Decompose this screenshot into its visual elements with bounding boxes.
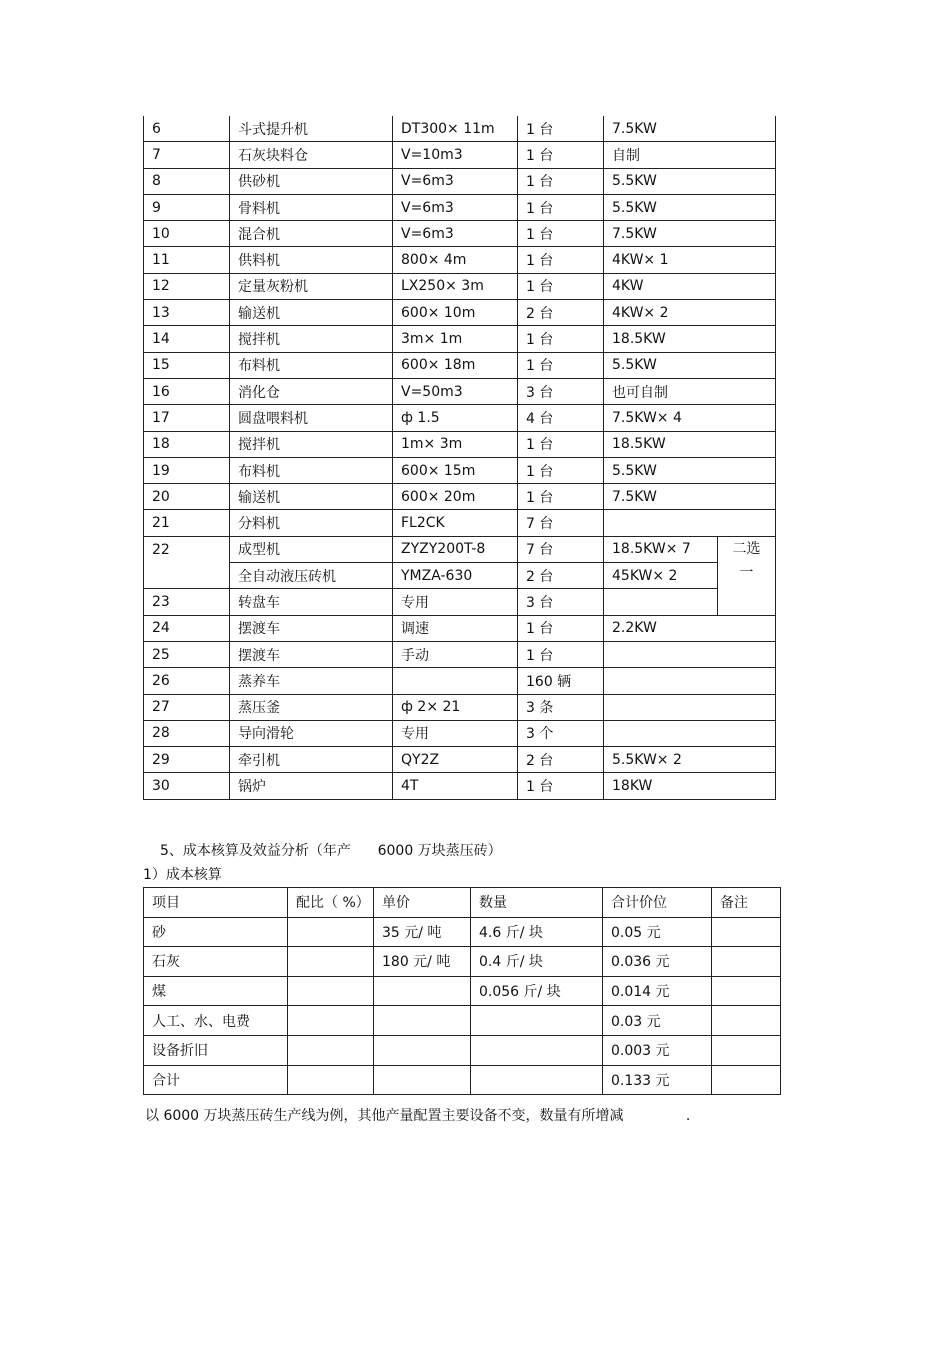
- item-power-cell: 18.5KW: [604, 326, 776, 352]
- item-name-cell: 供砂机: [230, 168, 393, 194]
- item-quantity-cell: 7 台: [518, 536, 604, 562]
- item-power-cell: 自制: [604, 142, 776, 168]
- section-heading: 5、成本核算及效益分析（年产 6000 万块蒸压砖）: [160, 843, 502, 859]
- item-name-cell: 定量灰粉机: [230, 273, 393, 299]
- item-quantity-cell: 4 台: [518, 405, 604, 431]
- item-number-cell: 27: [144, 694, 230, 720]
- equipment-row: [144, 615, 776, 641]
- cost-cell: 0.003 元: [603, 1035, 712, 1065]
- item-quantity-cell: 1 台: [518, 221, 604, 247]
- item-quantity-cell: 1 台: [518, 247, 604, 273]
- equipment-row: [144, 194, 776, 220]
- equipment-row: [144, 352, 776, 378]
- item-number-cell: 12: [144, 273, 230, 299]
- cost-cell: [374, 1035, 471, 1065]
- item-number-cell: 19: [144, 457, 230, 483]
- item-name-cell: 骨料机: [230, 194, 393, 220]
- cost-cell: [712, 1035, 781, 1065]
- item-number-cell: 18: [144, 431, 230, 457]
- item-name-cell: 蒸压釜: [230, 694, 393, 720]
- cost-cell: [471, 1035, 603, 1065]
- item-spec-cell: 600× 20m: [393, 484, 518, 510]
- item-quantity-cell: 1 台: [518, 326, 604, 352]
- cost-row: [144, 1065, 781, 1095]
- cost-cell: 180 元/ 吨: [374, 947, 471, 977]
- cost-cell: 煤: [144, 976, 288, 1006]
- footnote: 以 6000 万块蒸压砖生产线为例，其他产量配置主要设备不变，数量有所增减 .: [145, 1108, 691, 1124]
- item-power-cell: 2.2KW: [604, 615, 776, 641]
- item-spec-cell: ф 1.5: [393, 405, 518, 431]
- cost-cell: 4.6 斤/ 块: [471, 917, 603, 947]
- cost-cell: 35 元/ 吨: [374, 917, 471, 947]
- item-power-cell: 7.5KW: [604, 221, 776, 247]
- item-spec-cell: 1m× 3m: [393, 431, 518, 457]
- item-power-cell: [604, 641, 776, 667]
- item-number-cell: 30: [144, 773, 230, 799]
- item-spec-cell: 600× 10m: [393, 300, 518, 326]
- item-number-cell: 24: [144, 615, 230, 641]
- item-name-cell: 圆盘喂料机: [230, 405, 393, 431]
- item-number-cell: 11: [144, 247, 230, 273]
- item-power-cell: 5.5KW: [604, 457, 776, 483]
- item-spec-cell: V=10m3: [393, 142, 518, 168]
- equipment-row: [144, 668, 776, 694]
- item-name-cell: 蒸养车: [230, 668, 393, 694]
- item-spec-cell: 专用: [393, 589, 518, 615]
- item-quantity-cell: 1 台: [518, 352, 604, 378]
- item-power-cell: [604, 720, 776, 746]
- item-power-cell: [604, 589, 718, 615]
- equipment-row: [144, 747, 776, 773]
- item-power-cell: [604, 668, 776, 694]
- item-power-cell: 5.5KW: [604, 352, 776, 378]
- item-quantity-cell: 1 台: [518, 773, 604, 799]
- cost-cell: [374, 1006, 471, 1036]
- equipment-row: [144, 773, 776, 799]
- cost-header-cell: 项目: [144, 888, 288, 918]
- cost-header-cell: 合计价位: [603, 888, 712, 918]
- equipment-row: [144, 563, 776, 589]
- item-number-cell: 28: [144, 720, 230, 746]
- equipment-row: [144, 694, 776, 720]
- cost-cell: [288, 1006, 374, 1036]
- item-quantity-cell: 1 台: [518, 142, 604, 168]
- item-number-cell: 23: [144, 589, 230, 615]
- item-number-cell: 22: [144, 536, 230, 562]
- equipment-row: [144, 273, 776, 299]
- item-spec-cell: 手动: [393, 641, 518, 667]
- item-name-cell: 布料机: [230, 457, 393, 483]
- cost-header-row: [144, 888, 781, 918]
- item-name-cell: 成型机: [230, 536, 393, 562]
- item-number-cell: 13: [144, 300, 230, 326]
- item-name-cell: 输送机: [230, 300, 393, 326]
- equipment-row: [144, 720, 776, 746]
- cost-cell: 设备折旧: [144, 1035, 288, 1065]
- item-number-cell: 8: [144, 168, 230, 194]
- equipment-row: [144, 116, 776, 142]
- cost-row: [144, 917, 781, 947]
- item-power-cell: 4KW× 2: [604, 300, 776, 326]
- item-power-cell: 7.5KW× 4: [604, 405, 776, 431]
- item-spec-cell: 4T: [393, 773, 518, 799]
- equipment-row: [144, 405, 776, 431]
- item-quantity-cell: 1 台: [518, 168, 604, 194]
- item-spec-cell: 600× 18m: [393, 352, 518, 378]
- item-name-cell: 分料机: [230, 510, 393, 536]
- cost-cell: 0.036 元: [603, 947, 712, 977]
- cost-header-cell: 单价: [374, 888, 471, 918]
- item-quantity-cell: 7 台: [518, 510, 604, 536]
- item-name-cell: 搅拌机: [230, 326, 393, 352]
- cost-cell: 0.4 斤/ 块: [471, 947, 603, 977]
- cost-table: [143, 887, 781, 1095]
- item-name-cell: 斗式提升机: [230, 116, 393, 142]
- item-quantity-cell: 2 台: [518, 563, 604, 589]
- cost-cell: [712, 1006, 781, 1036]
- cost-cell: [712, 1065, 781, 1095]
- item-power-cell: 4KW: [604, 273, 776, 299]
- item-quantity-cell: 1 台: [518, 641, 604, 667]
- item-name-cell: 摆渡车: [230, 641, 393, 667]
- equipment-row: [144, 457, 776, 483]
- item-spec-cell: YMZA-630: [393, 563, 518, 589]
- item-spec-cell: 800× 4m: [393, 247, 518, 273]
- equipment-row: [144, 641, 776, 667]
- equipment-row: [144, 536, 776, 562]
- item-spec-cell: DT300× 11m: [393, 116, 518, 142]
- cost-cell: 人工、水、电费: [144, 1006, 288, 1036]
- cost-cell: 0.03 元: [603, 1006, 712, 1036]
- item-quantity-cell: 3 条: [518, 694, 604, 720]
- cost-cell: 0.133 元: [603, 1065, 712, 1095]
- item-quantity-cell: 2 台: [518, 300, 604, 326]
- cost-cell: [471, 1006, 603, 1036]
- item-quantity-cell: 1 台: [518, 273, 604, 299]
- equipment-row: [144, 168, 776, 194]
- cost-cell: [288, 917, 374, 947]
- item-quantity-cell: 1 台: [518, 116, 604, 142]
- item-quantity-cell: 1 台: [518, 484, 604, 510]
- cost-header-cell: 备注: [712, 888, 781, 918]
- item-name-cell: 消化仓: [230, 378, 393, 404]
- item-spec-cell: V=6m3: [393, 168, 518, 194]
- item-name-cell: 导向滑轮: [230, 720, 393, 746]
- item-quantity-cell: 3 台: [518, 378, 604, 404]
- item-name-cell: 转盘车: [230, 589, 393, 615]
- item-quantity-cell: 1 台: [518, 431, 604, 457]
- item-number-cell: 29: [144, 747, 230, 773]
- item-number-cell: 16: [144, 378, 230, 404]
- item-spec-cell: 调速: [393, 615, 518, 641]
- equipment-row: [144, 589, 776, 615]
- cost-cell: [288, 947, 374, 977]
- item-spec-cell: V=6m3: [393, 221, 518, 247]
- item-number-cell: 20: [144, 484, 230, 510]
- item-name-cell: 搅拌机: [230, 431, 393, 457]
- cost-cell: [374, 976, 471, 1006]
- option-note-cell: [718, 536, 776, 615]
- item-number-cell: 26: [144, 668, 230, 694]
- item-name-cell: 石灰块料仓: [230, 142, 393, 168]
- item-power-cell: 4KW× 1: [604, 247, 776, 273]
- subheading: 1）成本核算: [143, 867, 222, 883]
- item-name-cell: 布料机: [230, 352, 393, 378]
- cost-cell: [471, 1065, 603, 1095]
- cost-cell: 砂: [144, 917, 288, 947]
- equipment-row: [144, 300, 776, 326]
- item-spec-cell: V=50m3: [393, 378, 518, 404]
- item-power-cell: 18.5KW× 7: [604, 536, 718, 562]
- item-number-cell: 10: [144, 221, 230, 247]
- item-number-cell: [144, 563, 230, 589]
- item-power-cell: 5.5KW: [604, 194, 776, 220]
- item-name-cell: 输送机: [230, 484, 393, 510]
- item-number-cell: 25: [144, 641, 230, 667]
- item-name-cell: 牵引机: [230, 747, 393, 773]
- item-quantity-cell: 160 辆: [518, 668, 604, 694]
- cost-cell: [712, 917, 781, 947]
- item-quantity-cell: 1 台: [518, 457, 604, 483]
- item-spec-cell: ZYZY200T-8: [393, 536, 518, 562]
- item-number-cell: 14: [144, 326, 230, 352]
- item-spec-cell: QY2Z: [393, 747, 518, 773]
- cost-row: [144, 947, 781, 977]
- item-spec-cell: V=6m3: [393, 194, 518, 220]
- option-note-line2: 一: [739, 564, 754, 581]
- cost-cell: [288, 976, 374, 1006]
- item-power-cell: [604, 694, 776, 720]
- item-power-cell: 18KW: [604, 773, 776, 799]
- option-note-line1: 二选: [732, 540, 761, 557]
- equipment-table: [143, 116, 776, 800]
- cost-row: [144, 1006, 781, 1036]
- item-name-cell: 摆渡车: [230, 615, 393, 641]
- equipment-row: [144, 247, 776, 273]
- item-number-cell: 6: [144, 116, 230, 142]
- cost-cell: [288, 1065, 374, 1095]
- cost-cell: [712, 976, 781, 1006]
- item-number-cell: 21: [144, 510, 230, 536]
- cost-cell: 0.014 元: [603, 976, 712, 1006]
- equipment-row: [144, 378, 776, 404]
- item-spec-cell: [393, 668, 518, 694]
- cost-cell: [712, 947, 781, 977]
- item-quantity-cell: 1 台: [518, 194, 604, 220]
- item-quantity-cell: 2 台: [518, 747, 604, 773]
- equipment-row: [144, 510, 776, 536]
- item-number-cell: 15: [144, 352, 230, 378]
- item-power-cell: 5.5KW× 2: [604, 747, 776, 773]
- item-name-cell: 锅炉: [230, 773, 393, 799]
- item-spec-cell: ф 2× 21: [393, 694, 518, 720]
- item-spec-cell: LX250× 3m: [393, 273, 518, 299]
- equipment-row: [144, 142, 776, 168]
- item-spec-cell: 600× 15m: [393, 457, 518, 483]
- cost-cell: 合计: [144, 1065, 288, 1095]
- item-quantity-cell: 1 台: [518, 615, 604, 641]
- item-power-cell: 5.5KW: [604, 168, 776, 194]
- equipment-row: [144, 221, 776, 247]
- cost-row: [144, 1035, 781, 1065]
- item-number-cell: 17: [144, 405, 230, 431]
- cost-cell: [374, 1065, 471, 1095]
- item-quantity-cell: 3 个: [518, 720, 604, 746]
- equipment-row: [144, 326, 776, 352]
- item-number-cell: 9: [144, 194, 230, 220]
- cost-cell: 0.056 斤/ 块: [471, 976, 603, 1006]
- item-name-cell: 全自动液压砖机: [230, 563, 393, 589]
- equipment-row: [144, 431, 776, 457]
- cost-row: [144, 976, 781, 1006]
- equipment-row: [144, 484, 776, 510]
- item-power-cell: 7.5KW: [604, 116, 776, 142]
- cost-cell: [288, 1035, 374, 1065]
- item-power-cell: 7.5KW: [604, 484, 776, 510]
- item-power-cell: 也可自制: [604, 378, 776, 404]
- item-spec-cell: 专用: [393, 720, 518, 746]
- item-power-cell: 45KW× 2: [604, 563, 718, 589]
- cost-header-cell: 数量: [471, 888, 603, 918]
- cost-cell: 0.05 元: [603, 917, 712, 947]
- cost-cell: 石灰: [144, 947, 288, 977]
- item-spec-cell: FL2CK: [393, 510, 518, 536]
- cost-header-cell: 配比（ %）: [288, 888, 374, 918]
- item-power-cell: [604, 510, 776, 536]
- item-quantity-cell: 3 台: [518, 589, 604, 615]
- item-spec-cell: 3m× 1m: [393, 326, 518, 352]
- item-name-cell: 混合机: [230, 221, 393, 247]
- item-number-cell: 7: [144, 142, 230, 168]
- item-name-cell: 供料机: [230, 247, 393, 273]
- item-power-cell: 18.5KW: [604, 431, 776, 457]
